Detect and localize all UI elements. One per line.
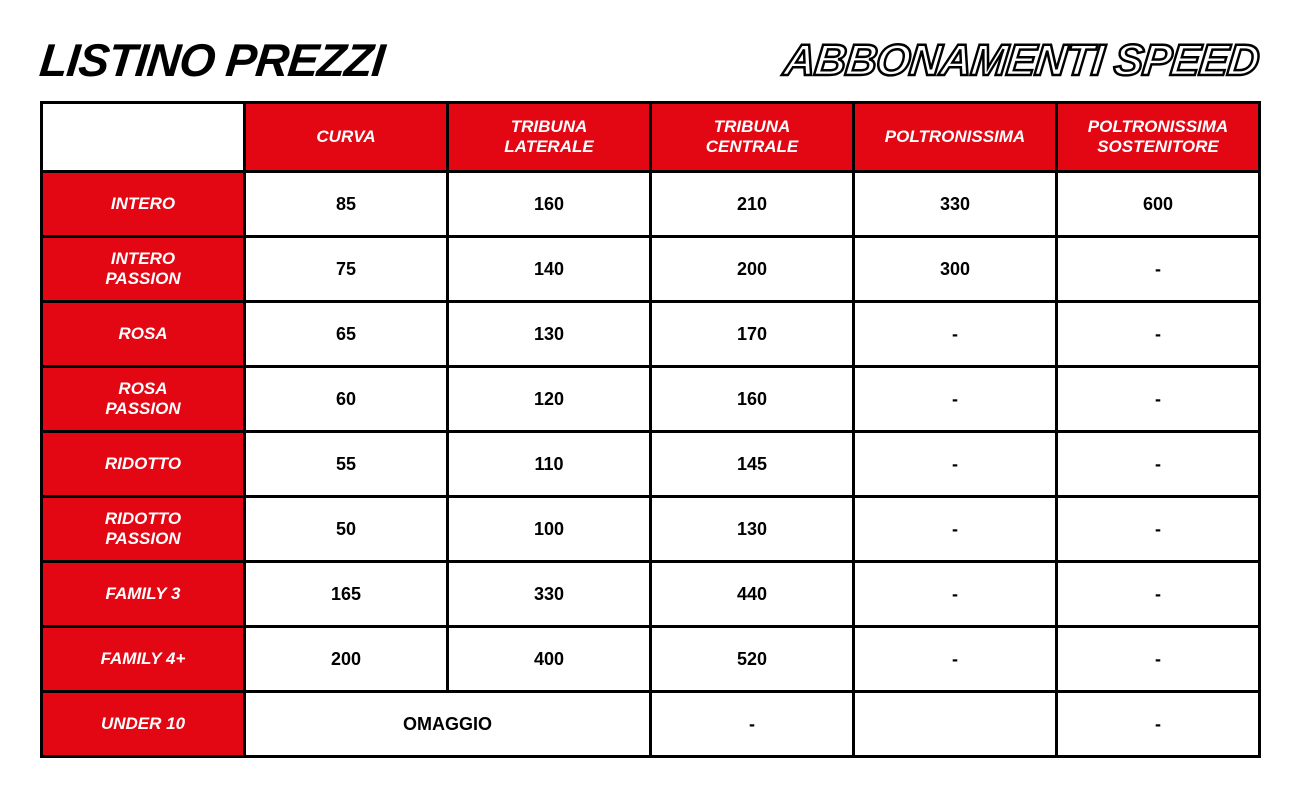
price-cell: 130 [448,302,651,367]
column-header-curva: CURVA [245,103,448,172]
table-row [42,302,1260,367]
table-corner-cell [42,103,245,172]
price-cell: 520 [651,627,854,692]
price-cell: - [1057,237,1260,302]
price-cell: - [1057,562,1260,627]
price-cell: 110 [448,432,651,497]
price-cell: 100 [448,497,651,562]
row-label-family-3: FAMILY 3 [42,562,245,627]
table-row [42,692,1260,757]
price-cell: - [1057,432,1260,497]
row-label-rosa-passion: ROSA PASSION [42,367,245,432]
page-title: LISTINO PREZZI [37,34,387,86]
table-row [42,562,1260,627]
price-cell: - [1057,367,1260,432]
price-cell: 130 [651,497,854,562]
table-row [42,367,1260,432]
table-header-row [42,103,1260,172]
price-cell: 145 [651,432,854,497]
table-row [42,627,1260,692]
row-label-intero-passion: INTERO PASSION [42,237,245,302]
price-cell: - [854,302,1057,367]
price-cell: 140 [448,237,651,302]
price-cell: 330 [448,562,651,627]
price-cell: - [854,367,1057,432]
table-row [42,432,1260,497]
row-label-under-10: UNDER 10 [42,692,245,757]
row-label-ridotto: RIDOTTO [42,432,245,497]
price-cell: 85 [245,172,448,237]
page-subtitle: ABBONAMENTI SPEED [781,36,1261,85]
price-cell: 50 [245,497,448,562]
column-header-poltronissima: POLTRONISSIMA [854,103,1057,172]
price-cell: 160 [448,172,651,237]
row-label-family-4-plus: FAMILY 4+ [42,627,245,692]
row-label-intero: INTERO [42,172,245,237]
price-cell: 440 [651,562,854,627]
price-cell: 200 [245,627,448,692]
table-row [42,237,1260,302]
price-cell: 160 [651,367,854,432]
price-cell: - [1057,692,1260,757]
price-cell [854,692,1057,757]
price-cell: - [1057,627,1260,692]
price-cell: 55 [245,432,448,497]
price-cell: - [651,692,854,757]
column-header-tribuna-laterale: TRIBUNA LATERALE [448,103,651,172]
price-cell: 65 [245,302,448,367]
price-cell: 165 [245,562,448,627]
table-row [42,497,1260,562]
price-cell: - [1057,302,1260,367]
price-cell: - [854,627,1057,692]
price-cell: 200 [651,237,854,302]
price-cell: - [1057,497,1260,562]
price-cell: 600 [1057,172,1260,237]
price-cell: - [854,497,1057,562]
price-cell: 75 [245,237,448,302]
price-cell: 120 [448,367,651,432]
price-table [40,101,1261,758]
price-cell: 330 [854,172,1057,237]
price-cell: 60 [245,367,448,432]
row-label-rosa: ROSA [42,302,245,367]
price-cell: - [854,432,1057,497]
price-cell: 400 [448,627,651,692]
column-header-poltronissima-sostenitore: POLTRONISSIMA SOSTENITORE [1057,103,1260,172]
price-cell-omaggio: OMAGGIO [245,692,651,757]
table-row [42,172,1260,237]
row-label-ridotto-passion: RIDOTTO PASSION [42,497,245,562]
price-cell: 210 [651,172,854,237]
price-cell: 300 [854,237,1057,302]
price-cell: 170 [651,302,854,367]
price-cell: - [854,562,1057,627]
column-header-tribuna-centrale: TRIBUNA CENTRALE [651,103,854,172]
